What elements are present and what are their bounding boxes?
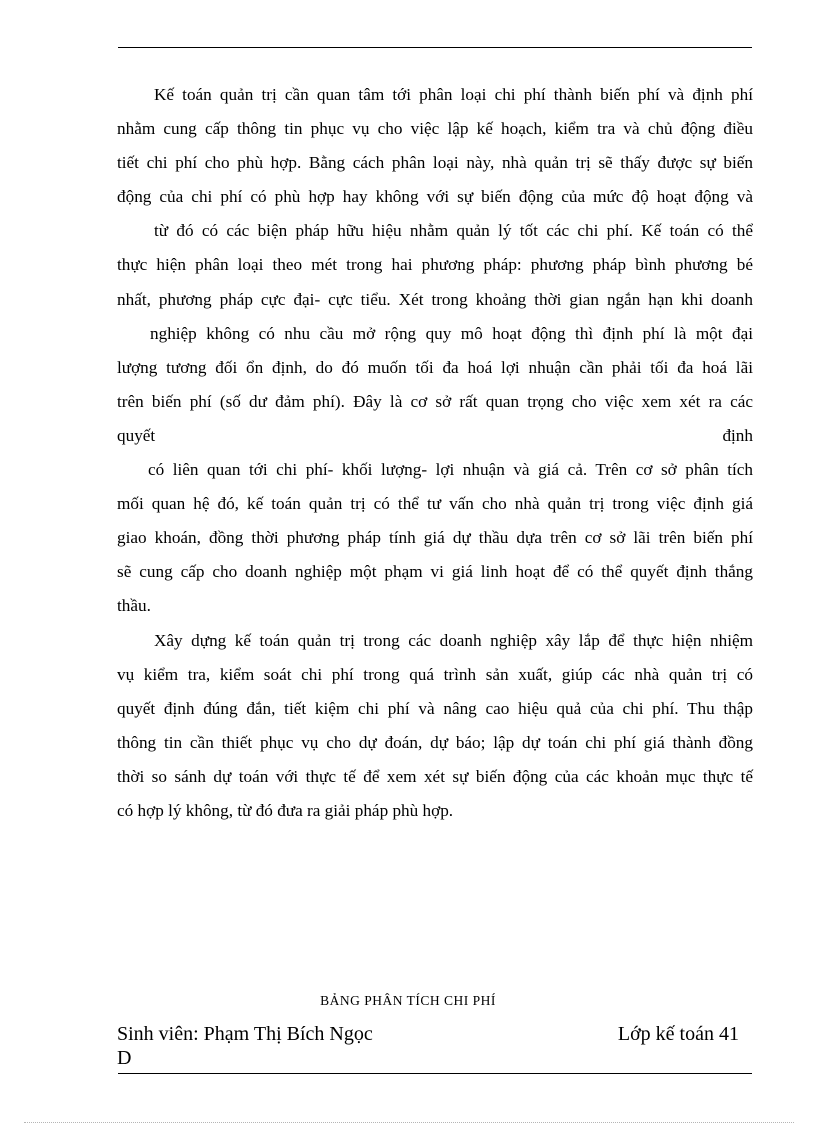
text-line: trên biến phí (số dư đảm phí). Đây là cơ sở rất quan trọng cho việc xem xét ra các bbox=[117, 391, 753, 411]
page-footer bbox=[117, 1022, 753, 1070]
text-line: Kế toán quản trị cần quan tâm tới phân loại chi phí thành biến phí và định phí bbox=[154, 85, 753, 104]
text-line: nhằm cung cấp thông tin phục vụ cho việc lập kế hoạch, kiểm tra và chủ động điều bbox=[117, 119, 753, 139]
text-line: nhất, phương pháp cực đại- cực tiểu. Xét trong khoảng thời gian ngắn hạn khi doanh bbox=[117, 289, 753, 309]
text-line: nghiệp không có nhu cầu mở rộng quy mô hoạt động thì định phí là một đại bbox=[150, 323, 753, 343]
text-line: thời so sánh dự toán với thực tế để xem xét sự biến động của các khoản mục thực tế bbox=[117, 766, 753, 786]
footer-class: Lớp kế toán 41 bbox=[617, 1023, 739, 1045]
document-body bbox=[117, 78, 753, 828]
text-line: có hợp lý không, từ đó đưa ra giải pháp phù hợp. bbox=[117, 800, 454, 820]
text-line: từ đó có các biện pháp hữu hiệu nhằm quản lý tốt các chi phí. Kế toán có thể bbox=[154, 221, 753, 241]
table-title: BẢNG PHÂN TÍCH CHI PHÍ bbox=[320, 993, 496, 1008]
text-line: giao khoán, đồng thời phương pháp tính giá dự thầu dựa trên cơ sở lãi trên biến phí bbox=[117, 528, 753, 548]
text-line: động của chi phí có phù hợp hay không với sự biến động của mức độ hoạt động và bbox=[117, 187, 753, 207]
split-line-left: quyết bbox=[117, 425, 156, 445]
footer-rule bbox=[118, 1073, 752, 1074]
header-rule bbox=[118, 47, 752, 48]
text-line: sẽ cung cấp cho doanh nghiệp một phạm vi giá linh hoạt để có thể quyết định thắng bbox=[117, 562, 753, 582]
text-line: thông tin cần thiết phục vụ cho dự đoán, dự báo; lập dự toán chi phí giá thành đồng bbox=[117, 732, 753, 752]
footer-student: Sinh viên: Phạm Thị Bích Ngọc bbox=[117, 1023, 373, 1045]
text-line: mối quan hệ đó, kế toán quản trị có thể tư vấn cho nhà quản trị trong việc định giá bbox=[117, 494, 753, 514]
text-line: có liên quan tới chi phí- khối lượng- lợi nhuận và giá cả. Trên cơ sở phân tích bbox=[148, 460, 753, 480]
text-line: quyết định đúng đắn, tiết kiệm chi phí và nâng cao hiệu quả của chi phí. Thu thập bbox=[117, 698, 753, 718]
text-line: lượng tương đối ổn định, do đó muốn tối đa hoá lợi nhuận cần phải tối đa hoá lãi bbox=[117, 357, 753, 377]
text-line: Xây dựng kế toán quản trị trong các doanh nghiệp xây lắp để thực hiện nhiệm bbox=[154, 630, 753, 650]
text-line: thầu. bbox=[117, 596, 151, 616]
text-line: tiết chi phí cho phù hợp. Bằng cách phân loại này, nhà quản trị sẽ thấy được sự biến bbox=[117, 153, 753, 173]
footer-class-suffix: D bbox=[117, 1047, 132, 1069]
split-text-line bbox=[117, 419, 753, 453]
split-line-right: định bbox=[722, 425, 753, 445]
text-line: thực hiện phân loại theo mét trong hai phương pháp: phương pháp bình phương bé bbox=[117, 255, 753, 275]
text-line: vụ kiểm tra, kiểm soát chi phí trong quá trình sản xuất, giúp các nhà quản trị có bbox=[117, 664, 753, 684]
